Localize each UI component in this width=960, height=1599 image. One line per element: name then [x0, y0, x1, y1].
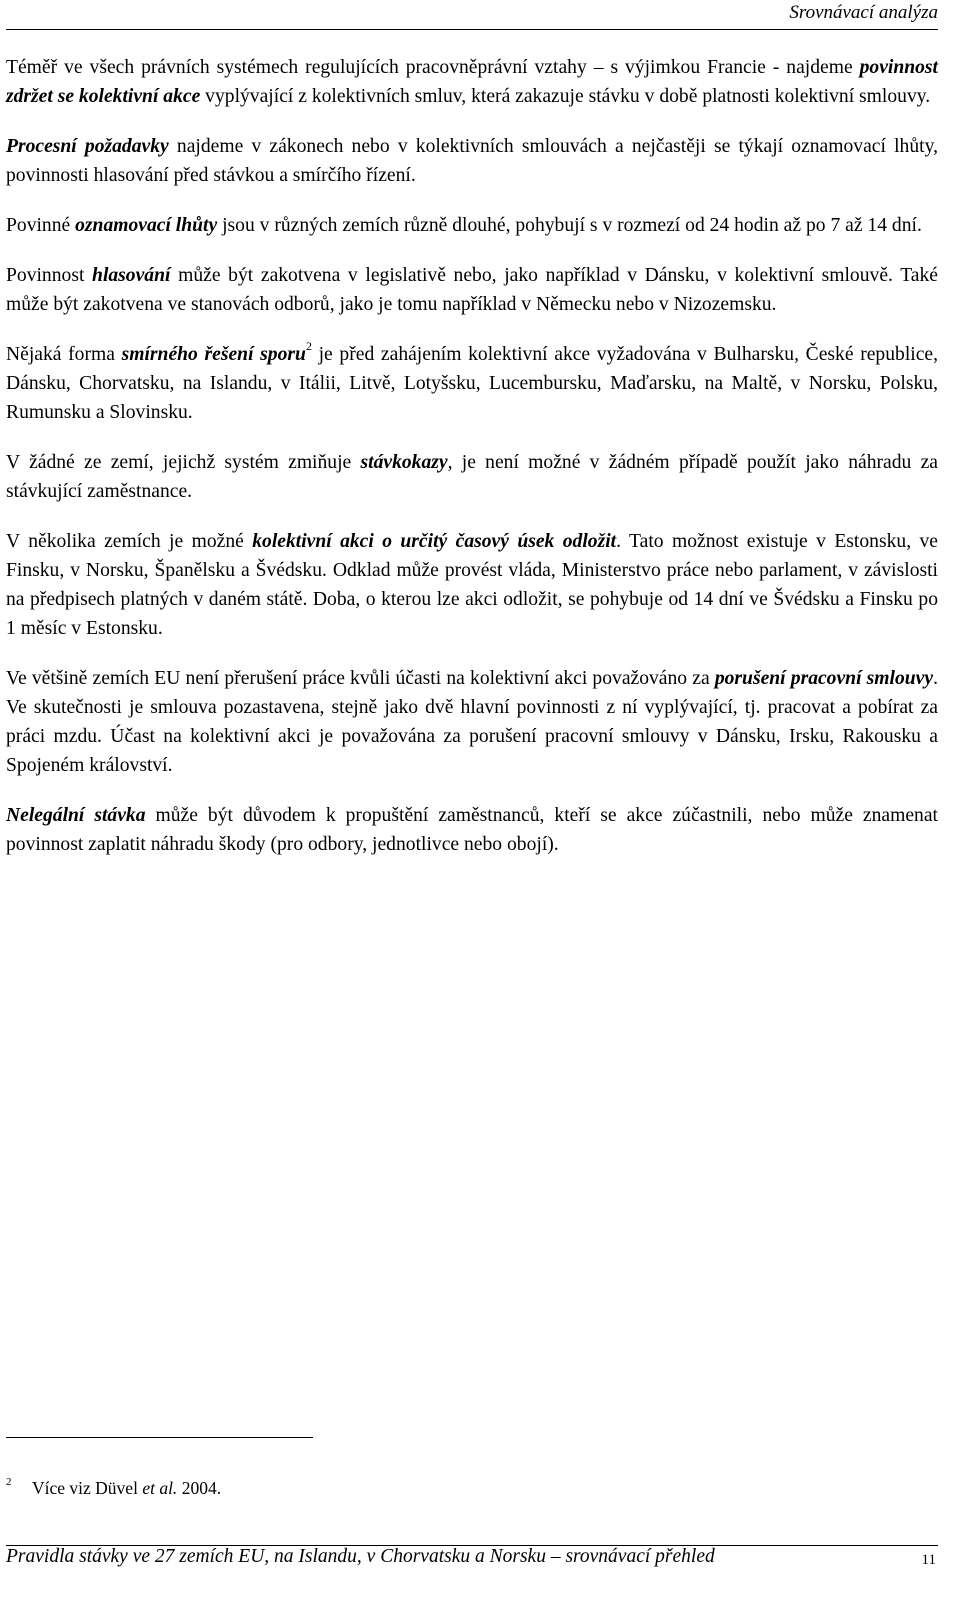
p7-emphasis: kolektivní akci o určitý časový úsek odložit — [252, 531, 617, 552]
p2-emphasis: Procesní požadavky — [6, 136, 169, 157]
paragraph-4 — [6, 261, 938, 319]
document-body — [6, 53, 938, 880]
footnote-ref[interactable]: 2 — [305, 339, 312, 354]
p8-text-c: . Ve skutečnosti je smlouva pozastavena, stejně jako dvě hlavní povinnosti z ní vyplývající, tj. pracovat a pobírat za práci mzdu. Účast na kolektivní akci je považována za porušení pracovní smlouvy v Dánsku, Irsku, Rakousku a Spojeném království. — [6, 668, 938, 776]
paragraph-7 — [6, 527, 938, 643]
running-header: Srovnávací analýza — [789, 2, 938, 23]
p4-text-a: Povinnost — [6, 265, 93, 286]
footnote-number: 2 — [6, 1476, 12, 1488]
paragraph-9 — [6, 801, 938, 859]
p6-text-c: , je není možné v žádném případě použít jako náhradu za stávkující zaměstnance. — [6, 452, 938, 502]
p7-text-a: V několika zemích je možné — [6, 531, 253, 552]
p1-text-c: vyplývající z kolektivních smluv, která zakazuje stávku v době platnosti kolektivní smlouvy. — [200, 86, 931, 107]
p4-text-c: může být zakotvena v legislativě nebo, jako například v Dánsku, v kolektivní smlouvě. Také může být zakotvena ve stanovách odborů, jako je tomu například v Německu nebo v Nizozemsku. — [6, 265, 938, 315]
p3-emphasis: oznamovací lhůty — [75, 215, 218, 236]
p3-text-c: jsou v různých zemích různě dlouhé, pohybují s v rozmezí od 24 hodin až po 7 až 14 dní. — [217, 215, 922, 236]
paragraph-8 — [6, 664, 938, 780]
p7-text-c: . Tato možnost existuje v Estonsku, ve Finsku, v Norsku, Španělsku a Švédsku. Odklad může provést vláda, Ministerstvo práce nebo parlament, v závislosti na předpisech platných v daném státě. Doba, o kterou lze akci odložit, se pohybuje od 14 dní ve Švédsku a Finsku po 1 měsíc v Estonsku. — [6, 531, 938, 639]
header-divider — [6, 29, 938, 30]
p4-emphasis: hlasování — [92, 265, 171, 286]
paragraph-6 — [6, 448, 938, 506]
p8-emphasis: porušení pracovní smlouvy — [714, 668, 934, 689]
p1-text-a: Téměř ve všech právních systémech regulujících pracovněprávní vztahy – s výjimkou Francie - najdeme — [6, 57, 860, 78]
footnote-text-a: Více viz Düvel — [32, 1478, 143, 1498]
p5-text-a: Nějaká forma — [6, 344, 122, 365]
footnote-text-italic: et al. — [142, 1478, 178, 1498]
p1-emphasis: povinnost zdržet se kolektivní akce — [6, 57, 938, 107]
footnote — [6, 1476, 221, 1503]
paragraph-2 — [6, 132, 938, 190]
paragraph-5 — [6, 340, 938, 427]
paragraph-3 — [6, 211, 938, 240]
p5-emphasis: smírného řešení sporu — [121, 344, 306, 365]
p6-emphasis: stávkokazy — [360, 452, 448, 473]
p8-text-a: Ve většině zemích EU není přerušení práce kvůli účasti na kolektivní akci považováno za — [6, 668, 715, 689]
p6-text-a: V žádné ze zemí, jejichž systém zmiňuje — [6, 452, 361, 473]
p5-text-c: je před zahájením kolektivní akce vyžadována v Bulharsku, České republice, Dánsku, Chorvatsku, na Islandu, v Itálii, Litvě, Lotyšsku, Lucembursku, Maďarsku, na Maltě, v Norsku, Polsku, Rumunsku a Slovinsku. — [6, 344, 939, 423]
page-number: 11 — [921, 1552, 936, 1568]
paragraph-1 — [6, 53, 938, 111]
footnote-text-c: 2004. — [177, 1478, 222, 1498]
p9-emphasis: Nelegální stávka — [6, 805, 146, 826]
p9-text-b: může být důvodem k propuštění zaměstnanců, kteří se akce zúčastnili, nebo může znamenat povinnost zaplatit náhradu škody (pro odbory, jednotlivce nebo obojí). — [6, 805, 938, 855]
p3-text-a: Povinné — [6, 215, 76, 236]
p2-text-b: najdeme v zákonech nebo v kolektivních smlouvách a nejčastěji se týkají oznamovací lhůty, povinnosti hlasování před stávkou a smírčího řízení. — [6, 136, 939, 186]
footer-title: Pravidla stávky ve 27 zemích EU, na Islandu, v Chorvatsku a Norsku – srovnávací přehled — [6, 1546, 715, 1567]
footnote-divider — [6, 1437, 313, 1438]
